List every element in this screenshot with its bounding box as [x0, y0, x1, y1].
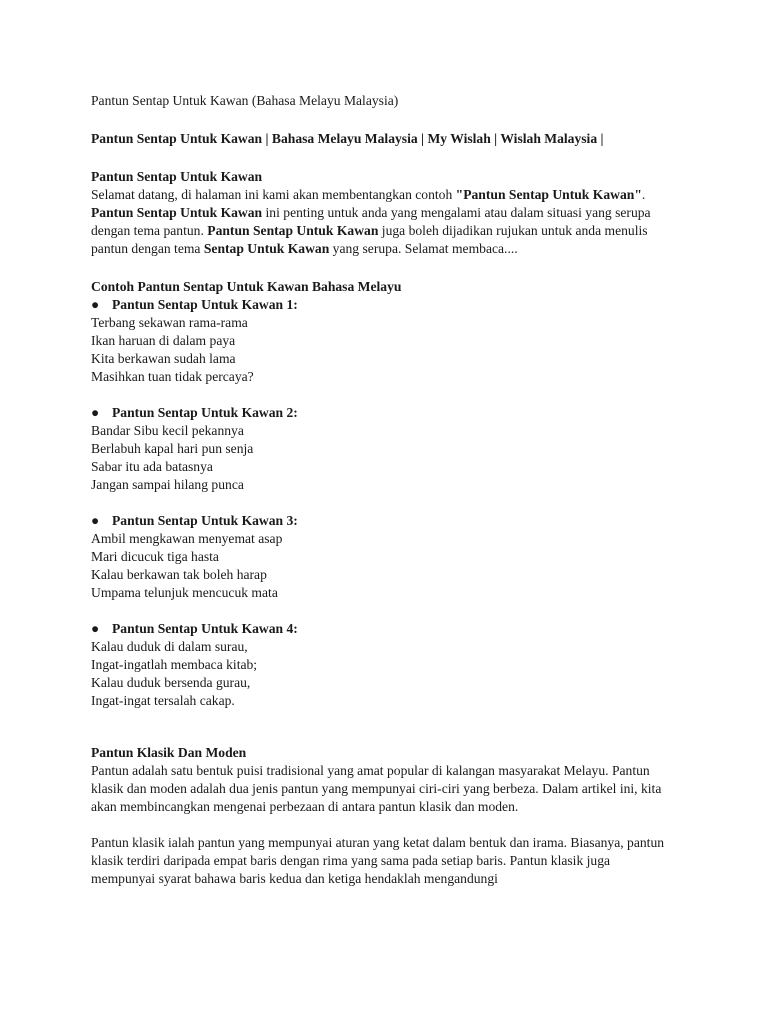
klasik-paragraph-2: Pantun klasik ialah pantun yang mempunyai aturan yang ketat dalam bentuk dan irama. Biasanya, pantun klasik terdiri daripada empat baris dengan rima yang sama pada setiap baris. Pantun klasik juga mempunyai syarat bahawa baris kedua dan ketiga hendaklah mengandungi: [91, 835, 665, 886]
pantun-line: Jangan sampai hilang punca: [91, 477, 244, 492]
spacer: [91, 386, 671, 404]
pantun-line: Ingat-ingat tersalah cakap.: [91, 693, 235, 708]
intro-text: .: [641, 187, 646, 202]
intro-bold: Sentap Untuk Kawan: [203, 241, 330, 256]
intro-paragraph: [91, 186, 671, 258]
pantun-title-text: Pantun Sentap Untuk Kawan 4:: [112, 621, 298, 636]
intro-bold-quote: "Pantun Sentap Untuk Kawan": [455, 187, 642, 202]
examples-heading: Contoh Pantun Sentap Untuk Kawan Bahasa Melayu: [91, 279, 402, 294]
spacer: [91, 110, 671, 130]
pantun-title-1: [91, 296, 671, 314]
pantun-line: Sabar itu ada batasnya: [91, 459, 213, 474]
pantun-title-text: Pantun Sentap Untuk Kawan 3:: [112, 513, 298, 528]
pantun-block-2: [91, 404, 671, 494]
intro-text: ini penting untuk anda yang mengalami atau dalam situasi yang serupa dengan tema pantun.: [91, 205, 651, 238]
klasik-heading: Pantun Klasik Dan Moden: [91, 745, 247, 760]
spacer: [91, 148, 671, 168]
pantun-line: Terbang sekawan rama-rama: [91, 315, 248, 330]
pantun-line: Berlabuh kapal hari pun senja: [91, 441, 254, 456]
spacer: [91, 710, 671, 744]
pantun-line: Kalau duduk di dalam surau,: [91, 639, 248, 654]
pantun-block-3: [91, 512, 671, 602]
intro-text: yang serupa. Selamat membaca....: [329, 241, 518, 256]
klasik-paragraph-1: Pantun adalah satu bentuk puisi tradisional yang amat popular di kalangan masyarakat Melayu. Pantun klasik dan moden adalah dua jenis pantun yang mempunyai ciri-ciri yang berbeza. Dalam artikel ini, kita akan membincangkan mengenai perbezaan di antara pantun klasik dan moden.: [91, 763, 662, 814]
pantun-title-2: [91, 404, 671, 422]
spacer: [91, 816, 671, 834]
pantun-block-1: [91, 296, 671, 386]
pantun-line: Kalau duduk bersenda gurau,: [91, 675, 251, 690]
bullet-icon: ●: [91, 405, 100, 420]
intro-text: juga boleh dijadikan rujukan untuk anda menulis pantun dengan tema: [91, 223, 648, 256]
pantun-line: Mari dicucuk tiga hasta: [91, 549, 219, 564]
pantun-line: Ingat-ingatlah membaca kitab;: [91, 657, 258, 672]
pantun-line: Ambil mengkawan menyemat asap: [91, 531, 283, 546]
pantun-line: Umpama telunjuk mencucuk mata: [91, 585, 278, 600]
intro-heading: Pantun Sentap Untuk Kawan: [91, 169, 263, 184]
document-title: Pantun Sentap Untuk Kawan (Bahasa Melayu Malaysia): [91, 93, 399, 108]
pantun-title-text: Pantun Sentap Untuk Kawan 1:: [112, 297, 298, 312]
bullet-icon: ●: [91, 513, 100, 528]
pantun-line: Kita berkawan sudah lama: [91, 351, 236, 366]
pantun-line: Bandar Sibu kecil pekannya: [91, 423, 244, 438]
pantun-title-text: Pantun Sentap Untuk Kawan 2:: [112, 405, 298, 420]
intro-bold: Pantun Sentap Untuk Kawan: [207, 223, 379, 238]
intro-bold: Pantun Sentap Untuk Kawan: [91, 205, 263, 220]
pantun-line: Kalau berkawan tak boleh harap: [91, 567, 267, 582]
intro-text: Selamat datang, di halaman ini kami akan membentangkan contoh: [91, 187, 456, 202]
bullet-icon: ●: [91, 621, 100, 636]
pantun-title-4: [91, 620, 671, 638]
document-page: [91, 92, 671, 888]
spacer: [91, 602, 671, 620]
spacer: [91, 258, 671, 278]
pantun-block-4: [91, 620, 671, 710]
bullet-icon: ●: [91, 297, 100, 312]
pantun-title-3: [91, 512, 671, 530]
pantun-line: Masihkan tuan tidak percaya?: [91, 369, 254, 384]
pantun-line: Ikan haruan di dalam paya: [91, 333, 236, 348]
header-line: Pantun Sentap Untuk Kawan | Bahasa Melayu Malaysia | My Wislah | Wislah Malaysia |: [91, 131, 604, 146]
spacer: [91, 494, 671, 512]
